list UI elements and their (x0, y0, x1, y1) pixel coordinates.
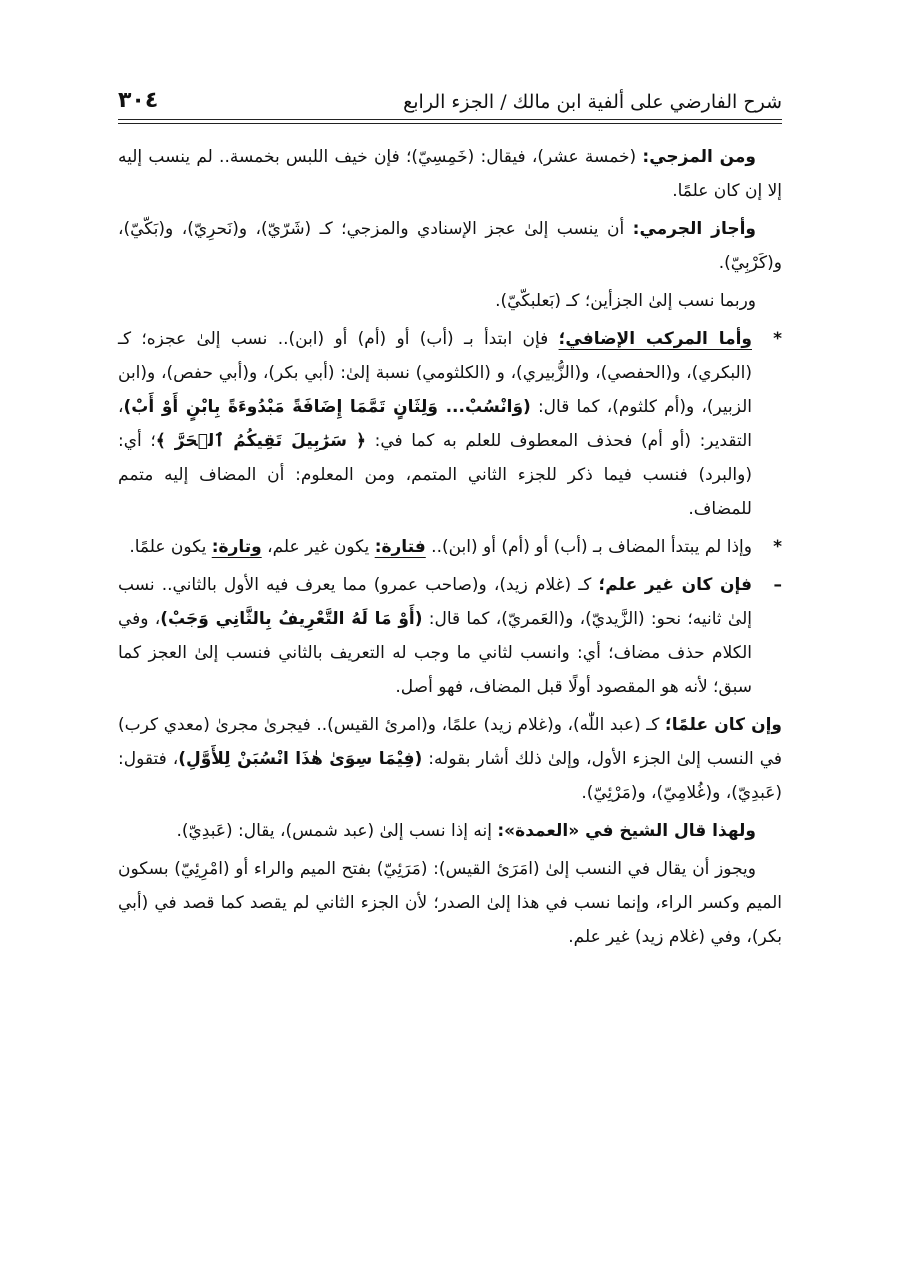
book-page (118, 68, 782, 1248)
text-run: ، فتقول: (عَبدِيّ)، و(غُلامِيّ)، و(مَرْئِيّ). (118, 749, 782, 803)
page-number: ٣٠٤ (118, 88, 159, 113)
paragraph-mazji (118, 140, 782, 208)
list-item-not-started (118, 530, 782, 564)
section-heading: وأما المركب الإضافي؛ (558, 329, 752, 349)
text-run: كـ (غلام زيد)، و(صاحب عمرو) مما يعرف فيه الأول بالثاني.. نسب إلىٰ ثانيه؛ نحو: (الزَّيديّ)، و(العَمريّ)، كما قال: (118, 575, 752, 629)
case-heading: فإن كان غير علم؛ (598, 575, 753, 595)
verse-quote: (وَانْسُبْ... وَلِثَانٍ تَمَّمَا إِضَافَةً مَبْدُوءَةً بِابْنٍ أَوْ أَبْ) (123, 397, 531, 417)
verse-quote: (أَوْ مَا لَهُ التَّعْرِيفُ بِالثَّانِي وَجَبْ) (160, 609, 423, 629)
running-title: شرح الفارضي على ألفية ابن مالك / الجزء الرابع (403, 91, 782, 113)
asterisk-bullet: * (773, 329, 782, 349)
list-item-text (118, 322, 752, 526)
text-run: وإذا لم يبتدأ المضاف بـ (أب) أو (أم) أو (ابن).. (425, 537, 752, 557)
paragraph-text: إنه إذا نسب إلىٰ (عبد شمس)، يقال: (عَبدِيّ). (176, 821, 498, 841)
paragraph-lead: ولهذا قال الشيخ في «العمدة»: (497, 821, 756, 841)
dash-bullet: – (773, 575, 782, 595)
text-run: فإن ابتدأ بـ (أب) أو (أم) أو (ابن).. نسب إلىٰ عجزه؛ كـ (البكري)، و(الحفصي)، و(الزُّبيري)، و (الكلثومي) نسبة إلىٰ: (أبي بكر)، و(أبي حفص)، و(ابن الزبير)، و(أم كلثوم)، كما قال: (118, 329, 752, 417)
list-item-idafi (118, 322, 782, 526)
term-heading: وتارة: (211, 537, 262, 557)
list-item-text (118, 568, 752, 704)
paragraph-proper-noun (118, 708, 782, 810)
paragraph-lead: وأجاز الجرمي: (632, 219, 756, 239)
list-item-text (118, 530, 752, 564)
term-heading: فتارة: (374, 537, 426, 557)
text-run: يكون علمًا. (129, 537, 212, 557)
paragraph-lead: وإن كان علمًا؛ (664, 715, 782, 735)
list-item-not-proper-noun (118, 568, 782, 704)
paragraph-text: (خمسة عشر)، فيقال: (خَمِسِيّ)؛ فإن خيف اللبس بخمسة.. لم ينسب إليه إلا إن كان علمًا. (118, 147, 782, 201)
text-run: ؛ أي: (والبرد) فنسب فيما ذكر للجزء الثاني المتمم، ومن المعلوم: أن المضاف إليه متمم للمضاف. (118, 431, 752, 519)
asterisk-bullet: * (773, 537, 782, 557)
text-run: كـ (عبد اللّٰه)، و(غلام زيد) علمًا، و(امرئ القيس).. فيجرىٰ مجرىٰ (معدي كرب) في النسب إلىٰ الجزء الأول، وإلىٰ ذلك أشار بقوله: (118, 715, 783, 769)
paragraph-text: ويجوز أن يقال في النسب إلىٰ (امَرَئ القيس): (مَرَئِيّ) بفتح الميم والراء أو (امْرِئِيّ) بسكون الميم وكسر الراء، وإنما نسب في هذا إلىٰ الصدر؛ لأن الجزء الثاني لم يقصد كما قصد في (أبي بكر)، وفي (غلام زيد) غير علم. (118, 859, 782, 947)
text-run: يكون غير علم، (261, 537, 375, 557)
paragraph-imru-al-qays (118, 852, 782, 954)
verse-quote: (فِيْمَا سِوَىٰ هٰذَا انْسُبَنْ لِلأَوَّلِ) (178, 749, 423, 769)
paragraph-lead: ومن المزجي: (642, 147, 756, 167)
paragraph-umda (118, 814, 782, 848)
paragraph-jarmi (118, 212, 782, 280)
text-run: ، التقدير: (أو أم) فحذف المعطوف للعلم به كما في: (118, 397, 752, 451)
paragraph-both-parts (118, 284, 782, 318)
paragraph-text: وربما نسب إلىٰ الجزأين؛ كـ (بَعلبكّيّ). (495, 291, 756, 311)
page-header (118, 68, 782, 120)
text-run: ، وفي الكلام حذف مضاف؛ أي: وانسب لثاني ما وجب له التعريف بالثاني فنسب إلىٰ العجز كما سبق؛ لأنه هو المقصود أولًا قبل المضاف، فهو أصل. (118, 609, 752, 697)
quran-quote: ﴿ سَرَٰبِيلَ تَقِيكُمُ ٱلۡحَرَّ ﴾ (155, 431, 367, 451)
paragraph-text: أن ينسب إلىٰ عجز الإسنادي والمزجي؛ كـ (شَرّيّ)، و(نَحرِيّ)، و(بَكّيّ)، و(كَرْبِيّ). (118, 219, 782, 273)
page-body (118, 140, 782, 954)
